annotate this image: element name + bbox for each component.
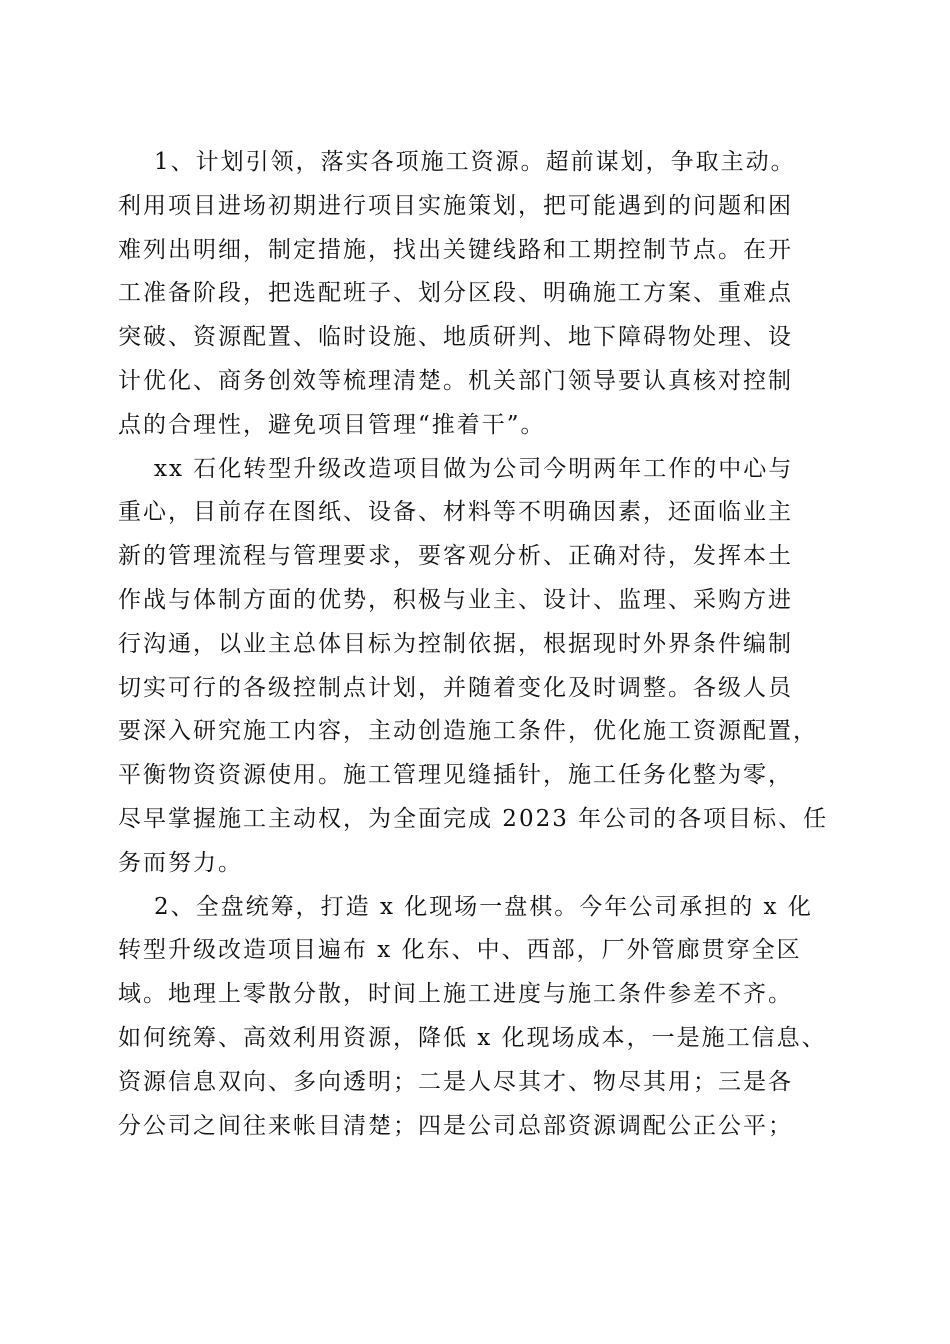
paragraph-2-line-4: 作战与体制方面的优势，积极与业主、设计、监理、采购方进 xyxy=(118,586,793,613)
paragraph-3-line-2: 转型升级改造项目遍布 x 化东、中、西部，厂外管廊贯穿全区 xyxy=(118,937,802,964)
paragraph-3-line-5: 资源信息双向、多向透明；二是人尽其才、物尽其用；三是各 xyxy=(118,1068,793,1095)
paragraph-2-line-1: xx 石化转型升级改造项目做为公司今明两年工作的中心与 xyxy=(154,455,794,482)
paragraph-2-line-5: 行沟通，以业主总体目标为控制依据，根据现时外界条件编制 xyxy=(118,630,793,657)
paragraph-2-line-2: 重心，目前存在图纸、设备、材料等不明确因素，还面临业主 xyxy=(118,499,793,526)
paragraph-1-line-4: 工准备阶段，把选配班子、划分区段、明确施工方案、重难点 xyxy=(118,280,793,307)
paragraph-2-line-3: 新的管理流程与管理要求，要客观分析、正确对待，发挥本土 xyxy=(118,543,793,570)
paragraph-3-line-3: 域。地理上零散分散，时间上施工进度与施工条件参差不齐。 xyxy=(118,981,793,1008)
paragraph-1-line-7: 点的合理性，避免项目管理“推着干”。 xyxy=(118,411,546,438)
paragraph-1-line-1: 1、计划引领，落实各项施工资源。超前谋划，争取主动。 xyxy=(154,149,796,175)
paragraph-1-line-5: 突破、资源配置、临时设施、地质研判、地下障碍物处理、设 xyxy=(118,324,793,351)
paragraph-3-line-1: 2、全盘统筹，打造 x 化现场一盘棋。今年公司承担的 x 化 xyxy=(154,893,813,920)
paragraph-1-line-6: 计优化、商务创效等梳理清楚。机关部门领导要认真核对控制 xyxy=(118,367,793,394)
paragraph-2-line-7: 要深入研究施工内容，主动创造施工条件，优化施工资源配置， xyxy=(118,718,818,745)
body-text xyxy=(118,141,838,1148)
paragraph-3-line-4: 如何统筹、高效利用资源，降低 x 化现场成本，一是施工信息、 xyxy=(118,1024,827,1051)
paragraph-1-line-3: 难列出明细，制定措施，找出关键线路和工期控制节点。在开 xyxy=(118,236,793,263)
paragraph-2-line-10: 务而努力。 xyxy=(118,849,243,876)
paragraph-1-line-2: 利用项目进场初期进行项目实施策划，把可能遇到的问题和困 xyxy=(118,192,793,219)
paragraph-2-line-6: 切实可行的各级控制点计划，并随着变化及时调整。各级人员 xyxy=(118,674,793,701)
paragraph-3-line-6: 分公司之间往来帐目清楚；四是公司总部资源调配公正公平； xyxy=(118,1112,793,1139)
paragraph-2-line-8: 平衡物资资源使用。施工管理见缝插针，施工任务化整为零， xyxy=(118,762,793,789)
paragraph-2-line-9: 尽早掌握施工主动权，为全面完成 2023 年公司的各项目标、任 xyxy=(118,805,829,832)
